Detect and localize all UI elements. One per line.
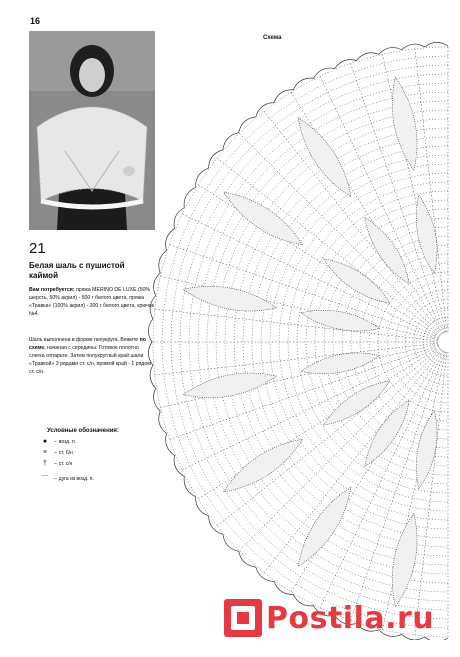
chart-spoke <box>159 344 438 408</box>
chart-spoke <box>154 343 438 375</box>
pineapple-motif <box>323 381 390 425</box>
pineapple-motif <box>416 195 437 273</box>
pineapple-motif <box>301 310 379 331</box>
pineapple-motif <box>224 192 303 245</box>
instructions-pre: Шаль выполнена в форме полукруга. Вяжите <box>29 337 140 343</box>
watermark-text: Postila.ru <box>266 600 435 636</box>
materials-label: Вам потребуется: <box>29 287 75 293</box>
legend-item-label: ст. б/н <box>58 449 73 456</box>
chart-spoke <box>154 309 438 341</box>
pineapple-motif <box>365 217 409 284</box>
pineapple-motif <box>183 373 276 398</box>
legend-item: † – ст. с/н <box>38 459 72 468</box>
legend-item-label: дуга из возд. п. <box>58 475 94 482</box>
pineapple-motif <box>301 353 379 374</box>
arc-icon: ⌒ <box>41 475 49 483</box>
pineapple-motif <box>323 259 390 303</box>
pineapple-motif <box>392 77 417 170</box>
instructions-post: , начиная с середины. Готовое полотно слегка отпарьте. Затем полукруглый край шали «Травкой» 3 рядами ст. с/н, прямой край - 1 рядом ст. с/н. <box>29 345 151 375</box>
pineapple-motif <box>298 488 351 567</box>
instructions-bold: по схеме <box>29 337 146 351</box>
schema-title: Схема <box>263 35 282 41</box>
chart-spoke <box>382 352 446 631</box>
postila-logo-icon <box>222 597 264 639</box>
legend-item-label: возд. п. <box>58 438 77 445</box>
dagger-icon: † <box>43 460 47 467</box>
pattern-title: Белая шаль с пушистой каймой <box>29 261 125 280</box>
pineapple-motif <box>298 118 351 197</box>
chart-spoke <box>415 352 447 636</box>
pineapple-motif <box>392 514 417 607</box>
chain-dot-icon: ● <box>42 438 48 445</box>
pattern-number: 21 <box>29 240 46 257</box>
legend-item: × – ст. б/н <box>38 448 73 457</box>
pineapple-motif <box>183 286 276 311</box>
legend-item: ● – возд. п. <box>38 437 76 446</box>
legend-item: ⌒ – дуга из возд. п. <box>38 474 94 483</box>
chart-spoke <box>382 53 446 332</box>
watermark <box>222 596 444 640</box>
page-number: 16 <box>30 16 41 26</box>
materials-body: пряжа MERINO DE LUXE (50% шерсть, 50% акрил) - 500 г белого цвета, пряжа «Травка» (100% акрил) - 200 г белого цвета, крючок №4. <box>29 287 155 317</box>
chart-spoke <box>159 276 438 340</box>
chart-spoke <box>415 48 447 332</box>
chart-ring <box>396 290 448 394</box>
pineapple-motif <box>365 400 409 467</box>
crochet-chart <box>134 40 456 640</box>
pineapple-motif <box>416 411 437 489</box>
cross-icon: × <box>42 449 48 456</box>
legend-title: Условные обозначения: <box>47 428 119 434</box>
pineapple-motif <box>224 439 303 492</box>
legend-item-label: ст. с/н <box>58 460 73 467</box>
